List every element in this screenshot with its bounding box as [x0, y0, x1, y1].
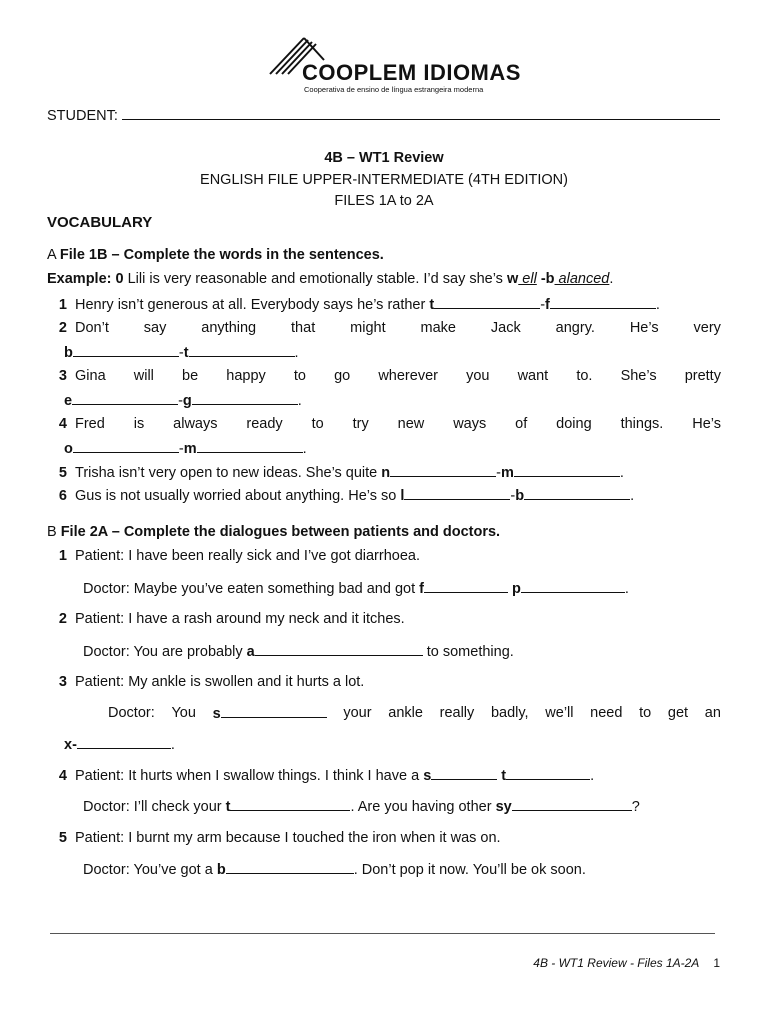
patient-line: Patient: I have been really sick and I’ve got diarrhoea. [75, 548, 420, 564]
answer-blank[interactable] [197, 440, 303, 453]
word: angry. [555, 320, 595, 336]
hint-letter: s [423, 768, 432, 784]
dialogue-2-patient [47, 611, 721, 627]
word: very [693, 320, 721, 336]
hint-letter: t [501, 768, 507, 784]
doctor-line-mid: . Are you having other [350, 799, 492, 815]
dialogue-1-patient [47, 548, 721, 564]
question-a4-answer: o -m . [64, 441, 307, 457]
doctor-line: Doctor: I’ll check your [83, 799, 222, 815]
section-a-instruction-text: File 1B – Complete the words in the sentences. [59, 247, 384, 263]
question-a3-answer: e -g . [64, 393, 302, 409]
student-label: STUDENT: [47, 108, 118, 124]
dialogue-3-doctor [108, 705, 721, 722]
hint-letter: b [515, 488, 525, 504]
answer-blank[interactable] [434, 296, 540, 309]
answer-blank[interactable] [77, 736, 171, 749]
section-b-instruction-text: File 2A – Complete the dialogues between patients and doctors. [60, 524, 501, 540]
patient-line: Patient: I burnt my arm because I touched the iron when it was on. [75, 830, 501, 846]
page-footer [533, 956, 720, 970]
word: say [143, 320, 167, 336]
hint-letter: x- [64, 737, 77, 753]
word: wherever [378, 368, 438, 384]
word: get [667, 705, 689, 721]
answer-blank[interactable] [230, 798, 350, 811]
hint-letter: t [183, 345, 189, 361]
question-a2-answer: b -t . [64, 345, 299, 361]
question-number: 1 [58, 548, 67, 564]
hint-letter: l [400, 488, 405, 504]
answer-blank[interactable] [514, 464, 620, 477]
word: an [704, 705, 721, 721]
question-text: Henry isn’t generous at all. Everybody says he’s rather [75, 297, 426, 313]
section-b-instruction [47, 524, 721, 540]
hint-letter: n [381, 465, 391, 481]
section-a-instruction [47, 247, 721, 263]
example-text: Lili is very reasonable and emotionally stable. I’d say she’s [127, 271, 503, 287]
word: Jack [490, 320, 521, 336]
student-line [47, 108, 721, 124]
hint-letter: m [500, 465, 514, 481]
doctor-line-end: to something. [426, 644, 514, 660]
word: to [639, 705, 652, 721]
question-a1: 1 Henry isn’t generous at all. Everybody says he’s rather t -f . [47, 296, 721, 313]
word: to. [576, 368, 593, 384]
doctor-line: Doctor: Maybe you’ve eaten something bad and got [83, 581, 416, 597]
word: that [291, 320, 316, 336]
example-w: w [506, 271, 519, 287]
word: new [397, 416, 425, 432]
word: badly, [490, 705, 529, 721]
word: you [466, 368, 490, 384]
vocabulary-heading: VOCABULARY [47, 214, 153, 231]
example-label: Example: 0 [47, 271, 124, 287]
answer-blank[interactable] [512, 798, 632, 811]
word: pretty [684, 368, 721, 384]
question-text: Trisha isn’t very open to new ideas. She’s quite [75, 465, 378, 481]
hint-letter: g [182, 393, 192, 409]
answer-blank[interactable] [431, 767, 497, 780]
hint-letter: s [212, 706, 221, 722]
word: always [173, 416, 218, 432]
word: He’s [692, 416, 721, 432]
word: Fred [75, 416, 105, 432]
hint-letter: m [183, 441, 197, 457]
doctor-line: Doctor: You are probably [83, 644, 243, 660]
question-number: 2 [58, 611, 67, 627]
word: make [420, 320, 456, 336]
footer-text: 4B - WT1 Review - Files 1A-2A [533, 956, 700, 970]
word: to [293, 368, 306, 384]
answer-blank[interactable] [424, 580, 508, 593]
answer-blank[interactable] [73, 440, 179, 453]
hint-letter: p [512, 581, 521, 597]
page-number: 1 [713, 956, 720, 970]
word: ways [453, 416, 487, 432]
answer-blank[interactable] [550, 296, 656, 309]
answer-blank[interactable] [506, 767, 590, 780]
example-alanced: alanced [554, 271, 610, 287]
hint-letter: f [545, 297, 550, 313]
word: ankle [388, 705, 423, 721]
word: is [133, 416, 145, 432]
word: things. [620, 416, 664, 432]
word: to [311, 416, 324, 432]
word: go [334, 368, 351, 384]
dialogue-4-doctor [83, 798, 721, 815]
answer-blank[interactable] [189, 344, 295, 357]
dialogue-2-doctor [83, 643, 721, 660]
question-number: 1 [58, 297, 67, 313]
question-a3 [47, 368, 721, 384]
word: ready [246, 416, 283, 432]
question-number: 4 [58, 768, 67, 784]
example-ell: ell [518, 271, 537, 287]
dialogue-3-patient [47, 674, 721, 690]
question-number: 5 [58, 830, 67, 846]
logo-tagline: Cooperativa de ensino de língua estrangeira moderna [304, 85, 484, 94]
section-a-letter: A [47, 247, 56, 263]
example-b: -b [536, 271, 555, 287]
hint-letter: sy [495, 799, 512, 815]
dialogue-3-doctor-cont: x- . [64, 737, 175, 753]
word: He’s [629, 320, 659, 336]
word: might [350, 320, 386, 336]
logo-title: COOPLEM IDIOMAS [302, 60, 521, 85]
hint-letter: a [246, 644, 255, 660]
files-range: FILES 1A to 2A [334, 193, 434, 209]
dialogue-1-doctor: Doctor: Maybe you’ve eaten something bad and got f p . [83, 581, 629, 597]
word: need [590, 705, 623, 721]
cooplem-logo [266, 36, 521, 94]
word: try [352, 416, 369, 432]
hint-letter: o [64, 441, 73, 457]
answer-blank[interactable] [221, 705, 327, 718]
hint-letter: e [64, 393, 73, 409]
dialogue-5-doctor [83, 861, 721, 878]
word: You [171, 705, 196, 721]
answer-blank[interactable] [521, 580, 625, 593]
answer-blank[interactable] [255, 643, 423, 656]
question-a6: 6 Gus is not usually worried about anything. He’s so l -b . [47, 487, 721, 504]
doctor-line: Doctor: You’ve got a [83, 862, 213, 878]
word: want [517, 368, 549, 384]
footer-divider [50, 933, 715, 934]
hint-letter: b [64, 345, 73, 361]
word: your [343, 705, 372, 721]
section-b-letter: B [47, 524, 57, 540]
doctor-line-end: ? [631, 799, 640, 815]
answer-blank[interactable] [404, 487, 510, 500]
question-text: Gus is not usually worried about anything. He’s so [75, 488, 397, 504]
word: doing [556, 416, 592, 432]
worksheet-title: 4B – WT1 Review [324, 150, 444, 166]
example-line [47, 271, 721, 287]
word: will [133, 368, 154, 384]
patient-line: Patient: I have a rash around my neck and it itches. [75, 611, 405, 627]
answer-blank[interactable] [73, 344, 179, 357]
word: Gina [75, 368, 106, 384]
word: anything [201, 320, 257, 336]
answer-blank[interactable] [390, 464, 496, 477]
question-number: 6 [58, 488, 67, 504]
answer-blank[interactable] [72, 392, 178, 405]
word: really [439, 705, 475, 721]
question-a2 [47, 320, 721, 336]
answer-blank[interactable] [226, 861, 354, 874]
question-number: 5 [58, 465, 67, 481]
question-number: 3 [58, 368, 67, 384]
patient-line: Patient: It hurts when I swallow things. I think I have a [75, 768, 420, 784]
student-name-field[interactable] [122, 109, 720, 120]
word: happy [226, 368, 266, 384]
word: Don’t [75, 320, 109, 336]
dialogue-5-patient [47, 830, 721, 846]
question-number: 2 [58, 320, 67, 336]
question-number: 3 [58, 674, 67, 690]
answer-blank[interactable] [192, 392, 298, 405]
example-end: . [609, 271, 614, 287]
question-a5: 5 Trisha isn’t very open to new ideas. She’s quite n -m . [47, 464, 721, 481]
course-name: ENGLISH FILE UPPER-INTERMEDIATE (4TH EDITION) [200, 172, 568, 188]
question-a4 [47, 416, 721, 432]
word: be [182, 368, 199, 384]
word: Doctor: [108, 705, 155, 721]
hint-letter: f [419, 581, 424, 597]
patient-line: Patient: My ankle is swollen and it hurts a lot. [75, 674, 365, 690]
word: of [515, 416, 528, 432]
hint-letter: b [216, 862, 226, 878]
answer-blank[interactable] [524, 487, 630, 500]
word: She’s [620, 368, 657, 384]
hint-letter: t [429, 297, 435, 313]
word: we’ll [545, 705, 574, 721]
dialogue-4-patient: 4 Patient: It hurts when I swallow things. I think I have a s t . [47, 767, 721, 784]
hint-letter: t [225, 799, 231, 815]
question-number: 4 [58, 416, 67, 432]
doctor-line-end: . Don’t pop it now. You’ll be ok soon. [353, 862, 586, 878]
